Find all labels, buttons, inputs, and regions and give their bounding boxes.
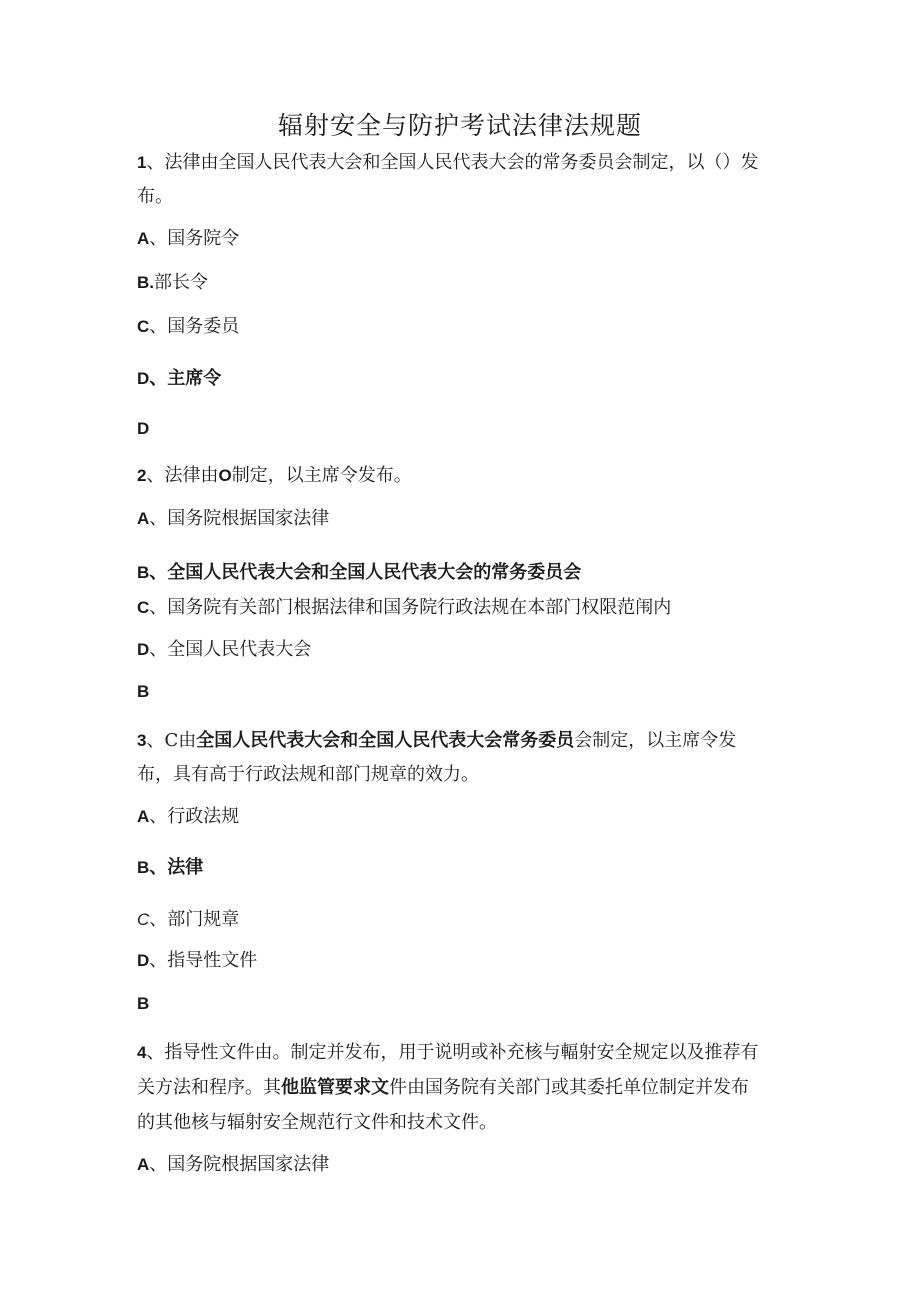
question-2-stem: 2、法律由O制定，以主席令发布。 — [137, 465, 412, 486]
q3-option-a: A、行政法规 — [137, 806, 240, 827]
document-title: 辐射安全与防护考试法律法规题 — [277, 111, 642, 140]
q2-option-d: D、全国人民代表大会 — [137, 639, 312, 660]
q2-answer: B — [137, 682, 150, 701]
q1-option-d: D、主席令 — [137, 368, 222, 389]
question-1-stem-cont: 布。 — [137, 186, 173, 207]
q1-option-b: B.部长令 — [137, 272, 208, 293]
question-4-stem-cont-2: 的其他核与辐射安全规范行文件和技术文件。 — [137, 1112, 497, 1133]
q3-option-b: B、法律 — [137, 857, 204, 878]
question-4-stem: 4、指导性文件由。制定并发布，用于说明或补充核与輻射安全规定以及推荐有 — [137, 1042, 759, 1063]
q1-answer: D — [137, 419, 150, 438]
question-4-stem-cont-1: 关方法和程序。其他监管要求文件由国务院有关部门或其委托单位制定并发布 — [137, 1077, 749, 1098]
question-3-stem-cont: 布，具有高于行政法规和部门规章的效力。 — [137, 764, 479, 785]
question-text: 法律由全国人民代表大会和全国人民代表大会的常务委员会制定，以（）发 — [164, 152, 759, 173]
q2-option-a: A、国务院根据国家法律 — [137, 508, 330, 529]
q4-option-a: A、国务院根据国家法律 — [137, 1154, 330, 1175]
question-3-stem: 3、C由全国人民代表大会和全国人民代表大会常务委员会制定，以主席令发 — [137, 730, 737, 751]
q1-option-a: A、国务院令 — [137, 228, 240, 249]
q1-option-c: C、国务委员 — [137, 316, 240, 337]
question-number: 1 — [137, 153, 147, 172]
question-1-stem: 1、法律由全国人民代表大会和全国人民代表大会的常务委员会制定，以（）发 — [137, 152, 759, 173]
q3-option-c: C、部门规章 — [137, 909, 240, 930]
q2-option-b: B、全国人民代表大会和全国人民代表大会的常务委员会 — [137, 562, 582, 583]
q3-option-d: D、指导性文件 — [137, 950, 258, 971]
q3-answer: B — [137, 994, 150, 1013]
q2-option-c: C、国务院有关部门根据法律和国务院行政法规在本部门权限范闱内 — [137, 597, 672, 618]
